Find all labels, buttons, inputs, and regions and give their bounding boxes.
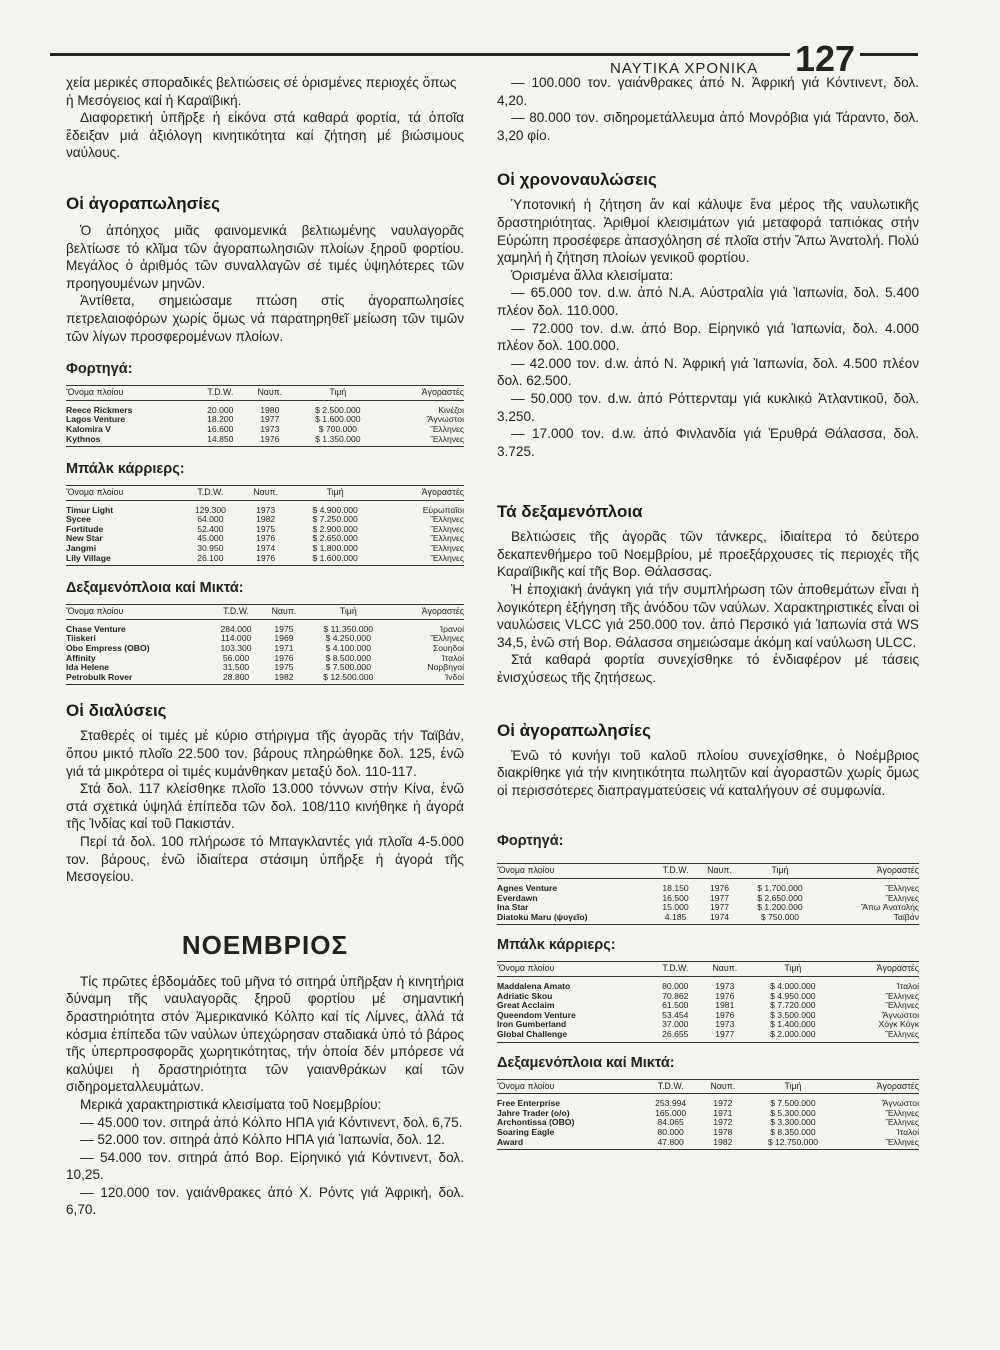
col-name: Ὄνομα πλοίου	[497, 962, 650, 977]
built-year: 1977	[715, 1028, 735, 1039]
table-row	[497, 1030, 919, 1040]
price: $ 1.350.000	[315, 433, 361, 444]
ship-name: Maddalena Amato	[497, 980, 571, 991]
col-price: Τιμή	[290, 486, 380, 501]
price: $ 4.100.000	[325, 643, 371, 654]
buyers: Ἕλληνες	[885, 1028, 919, 1039]
table-heading-tankers: Δεξαμενόπλοια καί Μικτά:	[497, 1054, 675, 1071]
price: $ 4.000.000	[770, 980, 816, 991]
col-price: Τιμή	[294, 386, 382, 401]
tdw: 20.000	[207, 404, 234, 415]
table-header-row	[66, 386, 464, 401]
price: $ 4.900.000	[312, 504, 358, 515]
price: $ 1.600.000	[312, 552, 358, 563]
tdw: 53.454	[662, 1009, 689, 1020]
ship-name: Chase Venture	[66, 623, 126, 634]
table-header-row	[66, 605, 464, 620]
buyers: Ἕλληνες	[885, 892, 919, 903]
price: $ 5.300.000	[770, 1107, 816, 1118]
tdw: 61.500	[662, 1000, 689, 1011]
price: $ 7.500.000	[770, 1098, 816, 1109]
built-year: 1978	[713, 1126, 733, 1137]
list-item: — 50.000 τον. d.w. ἀπό Ρόττερνταμ γιά κυκλικό Ἀτλαντικοῦ, δολ. 3.250.	[497, 390, 919, 424]
section-heading-sales-nov: Οἱ ἀγοραπωλησίες	[497, 720, 651, 740]
tdw: 30.950	[197, 543, 224, 554]
ship-name: Everdawn	[497, 892, 538, 903]
buyers: Ἰταλοί	[896, 980, 919, 991]
buyers: Κινέζοι	[438, 404, 464, 415]
price: $ 1.600.000	[315, 414, 361, 425]
table-heading-cargo: Φορτηγά:	[497, 833, 564, 850]
table-header-row	[497, 962, 919, 977]
built-year: 1973	[260, 423, 280, 434]
table-header-row	[497, 864, 919, 879]
col-tdw: T.D.W.	[642, 1079, 700, 1094]
table-header-row	[66, 486, 464, 501]
col-built: Ναυπ.	[246, 386, 294, 401]
tdw: 4.185	[664, 911, 687, 922]
buyers: Ἕλληνες	[430, 514, 464, 525]
paragraph: Βελτιώσεις τῆς ἀγορᾶς τῶν τάνκερς, ἰδιαίτερα τό δεύτερο δεκαπενθήμερο τοῦ Νοεμβρίου, μέ προεξάρχουσες τίς περιοχές τῆς Καραϊβικῆς καί τῆς Βορ. Θάλασσας.	[497, 529, 919, 580]
tdw: 28.800	[222, 671, 250, 682]
list-item: — 72.000 τον. d.w. ἀπό Βορ. Εἰρηνικό γιά Ἰαπωνία, δολ. 4.000 πλέον δολ. 100.000.	[497, 320, 919, 354]
tanker-sales-table	[66, 604, 464, 685]
paragraph: Ἐνῶ τό κυνήγι τοῦ καλοῦ πλοίου συνεχίσθηκε, ὁ Νοέμβριος διακρίθηκε γιά τήν κινητικότητα πωλητῶν καί ἀγοραστῶν χωρίς ὅμως οἱ περισσότερες διαπραγματεύσεις νά καταλήγουν σέ συμφωνία.	[497, 747, 919, 798]
buyers: Χόγκ Κόγκ	[878, 1019, 919, 1030]
built-year: 1974	[256, 543, 276, 554]
tdw: 114.000	[220, 633, 252, 644]
magazine-title: ΝΑΥΤΙΚΑ ΧΡΟΝΙΚΑ	[610, 60, 759, 77]
left-column	[66, 74, 464, 1219]
price: $ 2.650.000	[757, 892, 803, 903]
bulk-sales-table	[497, 961, 919, 1042]
paragraph: Μερικά χαρακτηριστικά κλεισίματα τοῦ Νοεμβρίου:	[80, 1096, 382, 1112]
ship-name: Great Acclaim	[497, 1000, 555, 1011]
section-heading-demolition: Οἱ διαλύσεις	[66, 701, 167, 721]
built-year: 1973	[715, 980, 735, 991]
price: $ 7.250.000	[312, 514, 358, 525]
header-rule	[50, 53, 790, 56]
tdw: 284.000	[220, 623, 252, 634]
built-year: 1975	[256, 523, 276, 534]
built-year: 1977	[709, 892, 730, 903]
col-buyers: Ἀγοραστές	[391, 605, 464, 620]
paragraph: Περί τά δολ. 100 πλήρωσε τό Μπαγκλαντές γιά πλοῖα 4-5.000 τον. βάρους, ἐνῶ ἰδιαίτερα στάσιμη ὑπῆρξε ἡ ἀγορά τῆς Μεσογείου.	[66, 833, 464, 885]
tdw: 129.300	[194, 504, 226, 515]
table-row	[66, 673, 464, 683]
ship-name: Jangmi	[66, 543, 97, 554]
buyers: Ἄγνωστοι	[881, 1098, 919, 1109]
table-row	[497, 894, 919, 904]
col-built: Ναυπ.	[241, 486, 290, 501]
col-buyers: Ἀγοραστές	[382, 386, 464, 401]
paragraph: Ὁ ἀπόηχος μιᾶς φαινομενικά βελτιωμένης ναυλαγορᾶς βελτίωσε τό κλῖμα τῶν ἀγοραπωλησιῶν πλοίων ξηροῦ φορτίου. Μεγάλος ὁ ἀριθμός τῶν συναλλαγῶν σέ τιμές ὑψηλότερες τῶν προηγουμένων μηνῶν.	[66, 222, 464, 291]
col-buyers: Ἀγοραστές	[819, 864, 919, 879]
built-year: 1971	[274, 643, 294, 654]
table-row	[66, 400, 464, 415]
col-tdw: T.D.W.	[209, 605, 262, 620]
built-year: 1972	[713, 1117, 733, 1128]
built-year: 1971	[713, 1107, 733, 1118]
col-tdw: T.D.W.	[180, 486, 242, 501]
buyers: Ἰρανοί	[439, 623, 464, 634]
built-year: 1973	[256, 504, 276, 515]
paragraph: Ἡ ἐποχιακή ἀνάγκη γιά τήν συμπλήρωση τῶν ἀποθεμάτων εἶναι ἡ λογικότερη ἐξήγηση τῆς ἀνόδου τῶν ναύλων. Χαρακτηριστικές εἶναι οἱ ναυλώσεις VLCC γιά 250.000 τον. ἀπό Περσικό γιά Ἰαπωνία στά WS 34,5, ἐνῶ στή Βορ. Θάλασσα σημειώσαμε ἀκόμη καί ναύλωση ULCC.	[497, 582, 919, 650]
ship-name: Tiiskeri	[66, 633, 96, 644]
ship-name: Timur Light	[66, 504, 114, 515]
table-row	[66, 619, 464, 634]
ship-name: Ida Helene	[66, 662, 109, 673]
buyers: Ἕλληνες	[885, 990, 919, 1001]
tdw: 45.000	[197, 533, 224, 544]
tdw: 103.300	[220, 643, 252, 654]
built-year: 1976	[715, 1009, 735, 1020]
price: $ 12.750.000	[767, 1136, 819, 1147]
built-year: 1982	[713, 1136, 733, 1147]
built-year: 1976	[256, 552, 276, 563]
col-price: Τιμή	[305, 605, 391, 620]
buyers: Νορβηγοί	[427, 662, 464, 673]
section-heading-sales: Οἱ ἀγοραπωλησίες	[66, 193, 220, 213]
built-year: 1977	[709, 902, 730, 913]
built-year: 1980	[260, 404, 280, 415]
ship-name: Award	[497, 1136, 524, 1147]
tdw: 52.400	[197, 523, 224, 534]
ship-name: Queendom Venture	[497, 1009, 576, 1020]
paragraph: Ἀντίθετα, σημειώσαμε πτώση στίς ἀγοραπωλησίες πετρελαιοφόρων χωρίς ὅμως νά παρατηρηθεῖ μείωση τῶν τιμῶν τῶν λίγων προσφερομένων πλοίων.	[66, 293, 464, 344]
page-number: 127	[795, 38, 856, 79]
table-heading-tankers: Δεξαμενόπλοια καί Μικτά:	[66, 580, 244, 597]
price: $ 7.720.000	[770, 1000, 816, 1011]
table-row	[497, 1118, 919, 1128]
buyers: Ἕλληνες	[430, 423, 464, 434]
tdw: 84.065	[657, 1117, 684, 1128]
built-year: 1981	[715, 1000, 735, 1011]
bulk-sales-table	[66, 485, 464, 566]
built-year: 1976	[256, 533, 276, 544]
paragraph: Ὑποτονική ἡ ζήτηση ἄν καί κάλυψε ἕνα μέρος τῆς ναυλωτικῆς δραστηριότητας. Ἀριθμοί κλεισιμάτων γιά μεταφορά ταπιόκας στήν Εὐρώπη προσέφερε ἀπασχόληση σέ πλοῖα στήν Ἄπω Ἀνατολή. Πολύ χαμηλή ἡ ζήτηση πλοίων γενικοῦ φορτίου.	[497, 197, 919, 266]
ship-name: Iron Gumberland	[497, 1019, 567, 1030]
col-built: Ναυπ.	[701, 962, 749, 977]
tdw: 15.000	[662, 902, 689, 913]
ship-name: Ina Star	[497, 902, 529, 913]
price: $ 8.500.000	[325, 652, 371, 663]
col-name: Ὄνομα πλοίου	[497, 1079, 642, 1094]
buyers: Σουηδοί	[432, 643, 464, 654]
section-heading-tankers: Τά δεξαμενόπλοια	[497, 502, 643, 522]
buyers: Ἕλληνες	[430, 633, 464, 644]
list-item: — 54.000 τον. σιτηρά ἀπό Βορ. Εἰρηνικό γιά Κόντινεντ, δολ. 10,25.	[66, 1149, 464, 1183]
cargo-sales-table	[497, 863, 919, 925]
buyers: Ἕλληνες	[885, 1136, 919, 1147]
tdw: 47.800	[657, 1136, 684, 1147]
list-item: — 100.000 τον. γαιάνθρακες ἀπό Ν. Ἀφρική γιά Κόντινεντ, δολ. 4,20.	[497, 75, 919, 108]
table-row	[66, 435, 464, 445]
built-year: 1969	[274, 633, 294, 644]
col-built: Ναυπ.	[263, 605, 306, 620]
table-row	[497, 913, 919, 923]
col-name: Ὄνομα πλοίου	[497, 864, 653, 879]
table-row	[66, 654, 464, 664]
ship-name: Jahre Trader (o/o)	[497, 1107, 570, 1118]
built-year: 1975	[274, 662, 294, 673]
built-year: 1976	[260, 433, 280, 444]
price: $ 2.000.000	[770, 1028, 816, 1039]
ship-name: Archontissa (OBO)	[497, 1117, 575, 1128]
built-year: 1973	[715, 1019, 735, 1030]
buyers: Ταϊβάν	[893, 911, 919, 922]
section-heading-november: ΝΟΕΜΒΡΙΟΣ	[181, 929, 349, 960]
price: $ 3.500.000	[770, 1009, 816, 1020]
col-built: Ναυπ.	[698, 864, 741, 879]
price: $ 11.350.000	[323, 623, 374, 634]
ship-name: Petrobulk Rover	[66, 671, 133, 682]
col-built: Ναυπ.	[700, 1079, 746, 1094]
built-year: 1976	[709, 883, 730, 893]
col-buyers: Ἀγοραστές	[837, 962, 919, 977]
paragraph: χεία μερικές σποραδικές βελτιώσεις σέ ὁρισμένες περιοχές ὅπως ἡ Μεσόγειος καί ἡ Καραϊβική.	[66, 75, 457, 108]
table-row	[497, 1128, 919, 1138]
buyers: Ἰταλοί	[441, 652, 464, 663]
built-year: 1976	[715, 990, 735, 1001]
paragraph: Διαφορετική ὑπῆρξε ἡ εἰκόνα στά καθαρά φορτία, τά ὁποῖα ἔδειξαν μιά ἀξιόλογη κινητικότητα καί ζήτηση μέ βιώσιμους ναύλους.	[66, 110, 464, 161]
tanker-sales-table	[497, 1079, 919, 1151]
price: $ 1.700.000	[757, 883, 803, 893]
tdw: 80.000	[662, 980, 689, 991]
price: $ 4.250.000	[325, 633, 371, 644]
list-item: — 120.000 τον. γαιάνθρακες ἀπό Χ. Ρόντς γιά Ἀφρική, δολ. 6,70.	[66, 1184, 464, 1218]
list-item: — 17.000 τον. d.w. ἀπό Φινλανδία γιά Ἐρυθρά Θάλασσα, δολ. 3.725.	[497, 426, 919, 459]
price: $ 2.500.000	[315, 404, 361, 415]
table-row	[66, 644, 464, 654]
paragraph: Σταθερές οἱ τιμές μέ κύριο στήριγμα τῆς ἀγορᾶς τήν Ταϊβάν, ὅπου μικτό πλοῖο 22.500 τον. βάρους πληρώθηκε δολ. 125, ἐνῶ γιά τά μικρότερα οἱ τιμές κυμάνθηκαν μεταξύ δολ. 110-117.	[66, 728, 464, 779]
ship-name: Lily Village	[66, 552, 111, 563]
ship-name: Kalomira V	[66, 423, 111, 434]
tdw: 14.850	[207, 433, 234, 444]
buyers: Ἕλληνες	[885, 1000, 919, 1011]
price: $ 1.200.000	[757, 902, 803, 913]
ship-name: Global Challenge	[497, 1028, 568, 1039]
tdw: 18.150	[662, 883, 689, 893]
list-item: — 65.000 τον. d.w. ἀπό Ν.Α. Αὐστραλία γιά Ἰαπωνία, δολ. 5.400 πλέον δολ. 110.000.	[497, 285, 919, 318]
tdw: 26.100	[197, 552, 224, 563]
price: $ 12.500.000	[323, 671, 374, 682]
buyers: Ἄγνωστοι	[426, 414, 464, 425]
tdw: 56.000	[222, 652, 250, 663]
col-tdw: T.D.W.	[650, 962, 701, 977]
price: $ 2.650.000	[312, 533, 358, 544]
tdw: 31.500	[222, 662, 250, 673]
list-item: — 52.000 τον. σιτηρά ἀπό Κόλπο ΗΠΑ γιά Ἰαπωνία, δολ. 12.	[80, 1132, 445, 1148]
tdw: 70.862	[662, 990, 689, 1001]
col-tdw: T.D.W.	[195, 386, 246, 401]
tdw: 64.000	[197, 514, 224, 525]
table-heading-cargo: Φορτηγά:	[66, 361, 133, 378]
ship-name: Kythnos	[66, 433, 101, 444]
table-row	[66, 500, 464, 515]
tdw: 18.200	[207, 414, 234, 425]
ship-name: Free Enterprise	[497, 1098, 561, 1109]
tdw: 16.500	[662, 892, 689, 903]
col-name: Ὄνομα πλοίου	[66, 386, 195, 401]
price: $ 750.000	[760, 911, 800, 922]
price: $ 7.500.000	[325, 662, 371, 673]
built-year: 1972	[713, 1098, 733, 1109]
built-year: 1982	[256, 514, 276, 525]
built-year: 1977	[260, 414, 280, 425]
ship-name: Lagos Venture	[66, 414, 126, 425]
tdw: 16.600	[207, 423, 234, 434]
built-year: 1974	[709, 911, 730, 922]
buyers: Ἕλληνες	[430, 433, 464, 444]
buyers: Ἕλληνες	[430, 552, 464, 563]
ship-name: Reece Rickmers	[66, 404, 133, 415]
buyers: Ἄγνωστοι	[881, 1009, 919, 1020]
section-heading-timecharter: Οἱ χρονοναυλώσεις	[497, 170, 657, 190]
ship-name: Obo Empress (OBO)	[66, 643, 150, 654]
ship-name: Affinity	[66, 652, 96, 663]
col-price: Τιμή	[741, 864, 819, 879]
table-row	[497, 976, 919, 991]
cargo-sales-table	[66, 385, 464, 447]
built-year: 1982	[274, 671, 294, 682]
ship-name: Adriatic Skou	[497, 990, 553, 1001]
buyers: Ἕλληνες	[885, 883, 919, 893]
table-row	[497, 1094, 919, 1109]
header-rule-right	[860, 53, 918, 56]
right-column	[497, 74, 919, 1150]
list-item: — 45.000 τον. σιτηρά ἀπό Κόλπο ΗΠΑ γιά Κόντινεντ, δολ. 6,75.	[80, 1114, 463, 1130]
table-row	[66, 554, 464, 564]
buyers: Ἕλληνες	[885, 1107, 919, 1118]
table-heading-bulk: Μπάλκ κάρριερς:	[497, 937, 616, 954]
buyers: Ἕλληνες	[885, 1117, 919, 1128]
buyers: Ἰταλοί	[896, 1126, 919, 1137]
buyers: Ἰνδοί	[445, 671, 464, 682]
paragraph: Τίς πρῶτες ἑβδομάδες τοῦ μῆνα τό σιτηρά ὑπῆρξαν ἡ κινητήρια δύναμη τῆς ναυλαγορᾶς ξηροῦ φορτίου μέ σημαντική δραστηριότητα στόν Ἀμερικανικό Κόλπο καί τίς Λίμνες, ἀλλά τά κόσμια ἐπίπεδα τῶν ναύλων ὑπεχώρησαν σταδιακά ὑπό τό βάρος τῆς ὑπερπροσφορᾶς χωρητικότητας, τήν ὁποία δέν μπόρεσε νά καλύψει ἡ δραστηριότητα τῶν γαιανθράκων καί τῶν σιδηρομεταλλευμάτων.	[66, 973, 464, 1095]
ship-name: New Star	[66, 533, 103, 544]
list-item: — 42.000 τον. d.w. ἀπό Ν. Ἀφρική γιά Ἰαπωνία, δολ. 4.500 πλέον δολ. 62.500.	[497, 355, 919, 389]
price: $ 700.000	[318, 423, 357, 434]
tdw: 26.655	[662, 1028, 689, 1039]
buyers: Ἕλληνες	[430, 523, 464, 534]
buyers: Εὐρωπαῖοι	[422, 504, 464, 515]
table-header-row	[497, 1079, 919, 1094]
built-year: 1975	[274, 623, 294, 634]
tdw: 165.000	[655, 1107, 687, 1118]
ship-name: Fortitude	[66, 523, 104, 534]
paragraph: Στά καθαρά φορτία συνεχίσθηκε τό ἐνδιαφέρον μέ τάσεις ἐνισχύσεως τῆς ζητήσεως.	[497, 652, 919, 686]
price: $ 3.300.000	[770, 1117, 816, 1128]
paragraph: Στά δολ. 117 κλείσθηκε πλοῖο 13.000 τόννων στήν Κίνα, ἐνῶ στά σχετικά ὑψηλά ἐπίπεδα τῶν δολ. 108/110 κινήθηκε ἡ ἀγορά τῆς Ἰνδίας καί τοῦ Πακιστάν.	[66, 781, 464, 832]
price: $ 2.900.000	[312, 523, 358, 534]
tdw: 80.000	[657, 1126, 684, 1137]
buyers: Ἄπω Ἀνατολής	[861, 902, 919, 913]
table-heading-bulk: Μπάλκ κάρριερς:	[66, 461, 185, 478]
tdw: 253.994	[655, 1098, 687, 1109]
ship-name: Sycee	[66, 514, 91, 525]
col-price: Τιμή	[746, 1079, 840, 1094]
buyers: Ἕλληνες	[430, 543, 464, 554]
ship-name: Agnes Venture	[497, 883, 558, 893]
col-tdw: T.D.W.	[653, 864, 698, 879]
col-name: Ὄνομα πλοίου	[66, 486, 180, 501]
price: $ 8.350.000	[770, 1126, 816, 1137]
col-buyers: Ἀγοραστές	[380, 486, 464, 501]
table-row	[497, 1138, 919, 1148]
col-buyers: Ἀγοραστές	[840, 1079, 919, 1094]
buyers: Ἕλληνες	[430, 533, 464, 544]
paragraph: Ὁρισμένα ἄλλα κλεισίματα:	[511, 267, 674, 283]
col-name: Ὄνομα πλοίου	[66, 605, 209, 620]
built-year: 1976	[274, 652, 294, 663]
price: $ 4.950.000	[770, 990, 816, 1001]
price: $ 1.800.000	[312, 543, 358, 554]
col-price: Τιμή	[749, 962, 837, 977]
table-row	[497, 992, 919, 1002]
ship-name: Diatoku Maru (ψυγεῖο)	[497, 911, 588, 922]
price: $ 1.400.000	[770, 1019, 816, 1030]
tdw: 37.000	[662, 1019, 689, 1030]
ship-name: Soaring Eagle	[497, 1126, 555, 1137]
list-item: — 80.000 τον. σιδηρομετάλλευμα ἀπό Μονρόβια γιά Τάραντο, δολ. 3,20 φίο.	[497, 110, 919, 143]
table-row	[497, 879, 919, 894]
